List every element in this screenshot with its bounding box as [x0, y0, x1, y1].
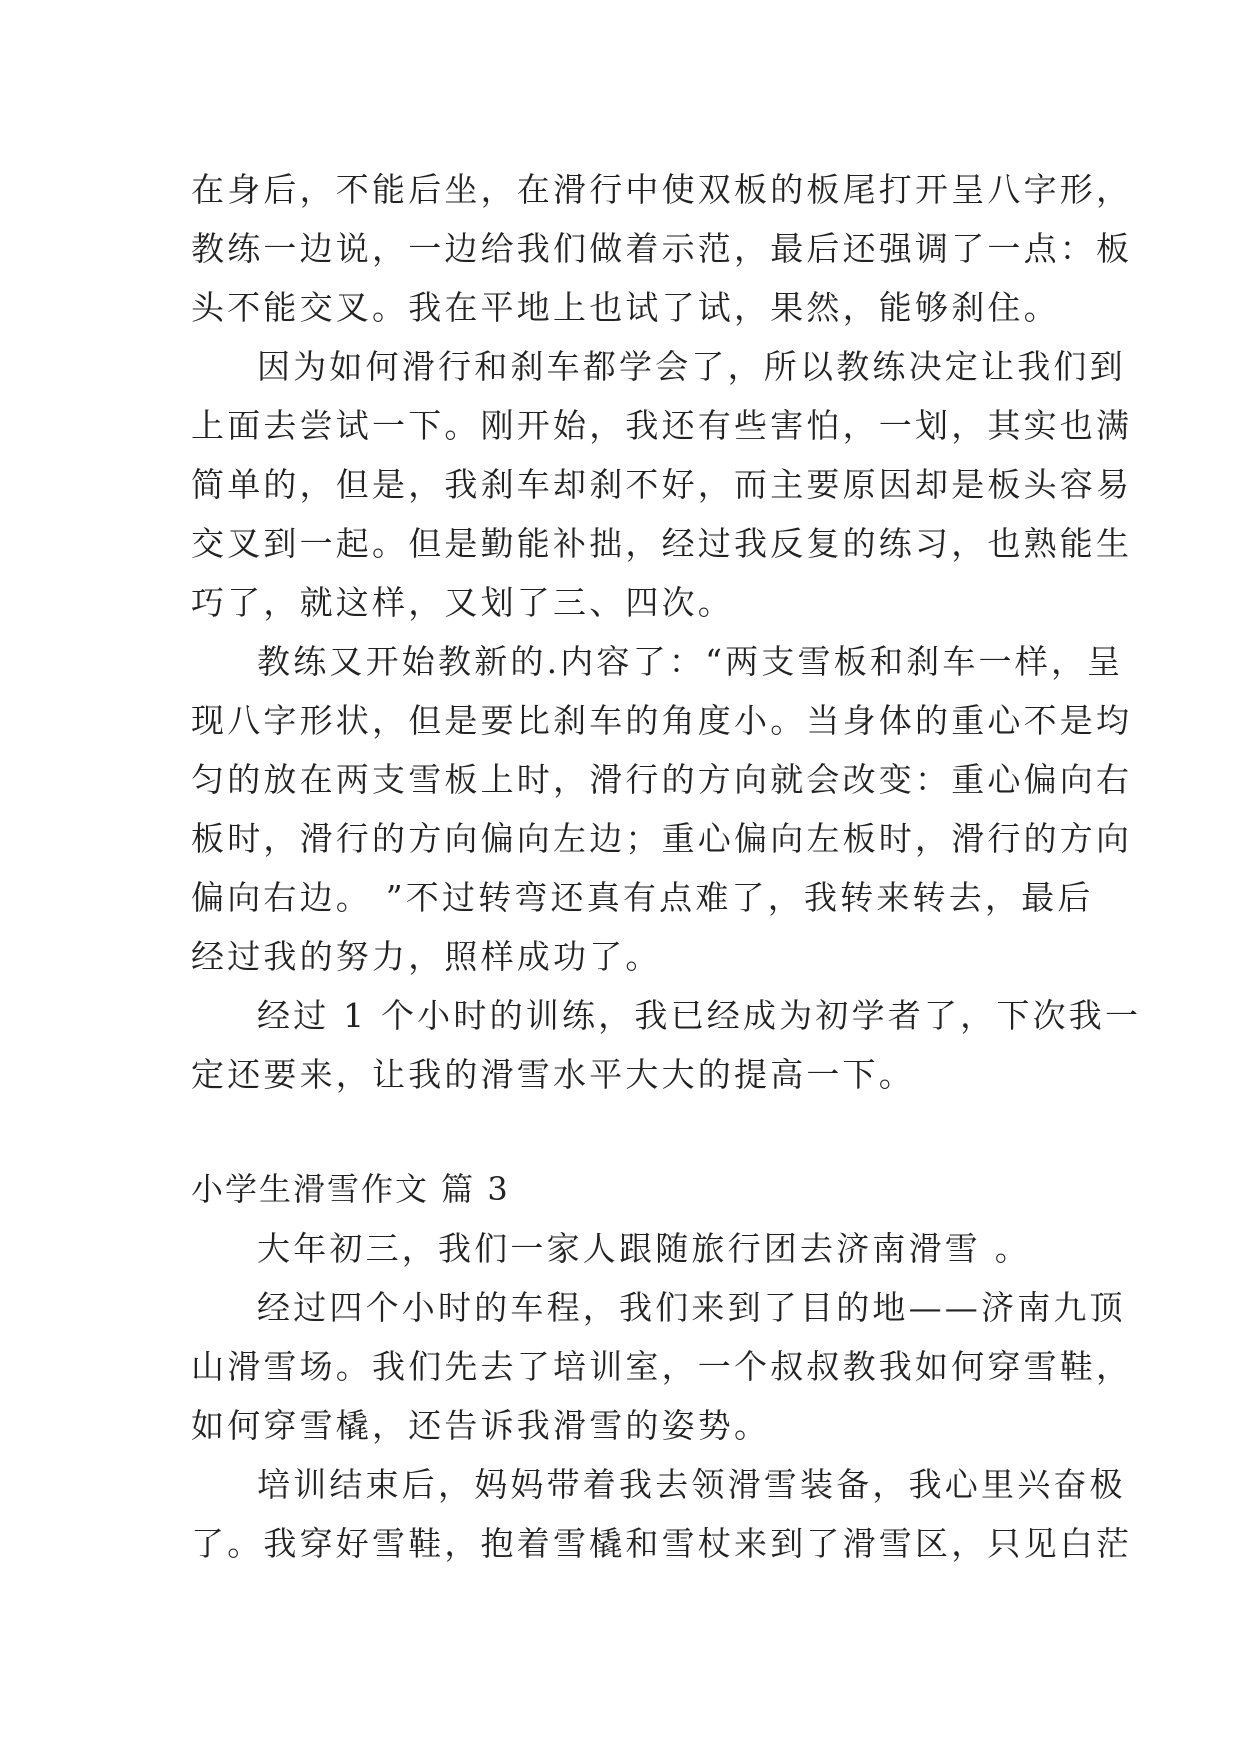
- paragraph-start-line: 经过 1 个小时的训练，我已经成为初学者了，下次我一: [257, 996, 1142, 1035]
- text-line: 头不能交叉。我在平地上也试了试，果然，能够刹住。: [191, 288, 1060, 327]
- text-line: 了。我穿好雪鞋，抱着雪橇和雪杖来到了滑雪区，只见白茫: [191, 1524, 1133, 1563]
- section-heading: 小学生滑雪作文 篇 3: [191, 1170, 510, 1208]
- text-line: 经过我的努力，照样成功了。: [191, 937, 662, 976]
- paragraph-start-line: 经过四个小时的车程，我们来到了目的地——济南九顶: [257, 1288, 1126, 1327]
- text-line: 上面去尝试一下。刚开始，我还有些害怕，一划，其实也满: [191, 406, 1133, 445]
- text-line: 偏向右边。 ”不过转弯还真有点难了，我转来转去，最后: [191, 878, 1094, 917]
- text-line: 板时，滑行的方向偏向左边；重心偏向左板时，滑行的方向: [191, 819, 1133, 858]
- paragraph-start-line: 因为如何滑行和刹车都学会了，所以教练决定让我们到: [257, 347, 1126, 386]
- text-line: 山滑雪场。我们先去了培训室，一个叔叔教我如何穿雪鞋，: [191, 1347, 1133, 1386]
- text-line: 在身后，不能后坐，在滑行中使双板的板尾打开呈八字形，: [191, 170, 1133, 209]
- text-line: 定还要来，让我的滑雪水平大大的提高一下。: [191, 1055, 915, 1094]
- text-line: 如何穿雪橇，还告诉我滑雪的姿势。: [191, 1406, 771, 1445]
- paragraph-start-line: 培训结束后，妈妈带着我去领滑雪装备，我心里兴奋极: [257, 1465, 1126, 1504]
- document-body: [191, 160, 1142, 1573]
- text-line: 交叉到一起。但是勤能补拙，经过我反复的练习，也熟能生: [191, 524, 1133, 563]
- paragraph-start-line: 教练又开始教新的.内容了：“两支雪板和刹车一样，呈: [257, 642, 1124, 681]
- paragraph-start-line: 大年初三，我们一家人跟随旅行团去济南滑雪 。: [257, 1229, 1031, 1268]
- text-line: 匀的放在两支雪板上时，滑行的方向就会改变：重心偏向右: [191, 760, 1133, 799]
- text-line: 简单的，但是，我刹车却刹不好，而主要原因却是板头容易: [191, 465, 1133, 504]
- text-line: 教练一边说，一边给我们做着示范，最后还强调了一点：板: [191, 229, 1133, 268]
- text-line: 巧了，就这样，又划了三、四次。: [191, 583, 734, 622]
- section-spacer: [191, 1104, 1071, 1160]
- text-line: 现八字形状，但是要比刹车的角度小。当身体的重心不是均: [191, 701, 1133, 740]
